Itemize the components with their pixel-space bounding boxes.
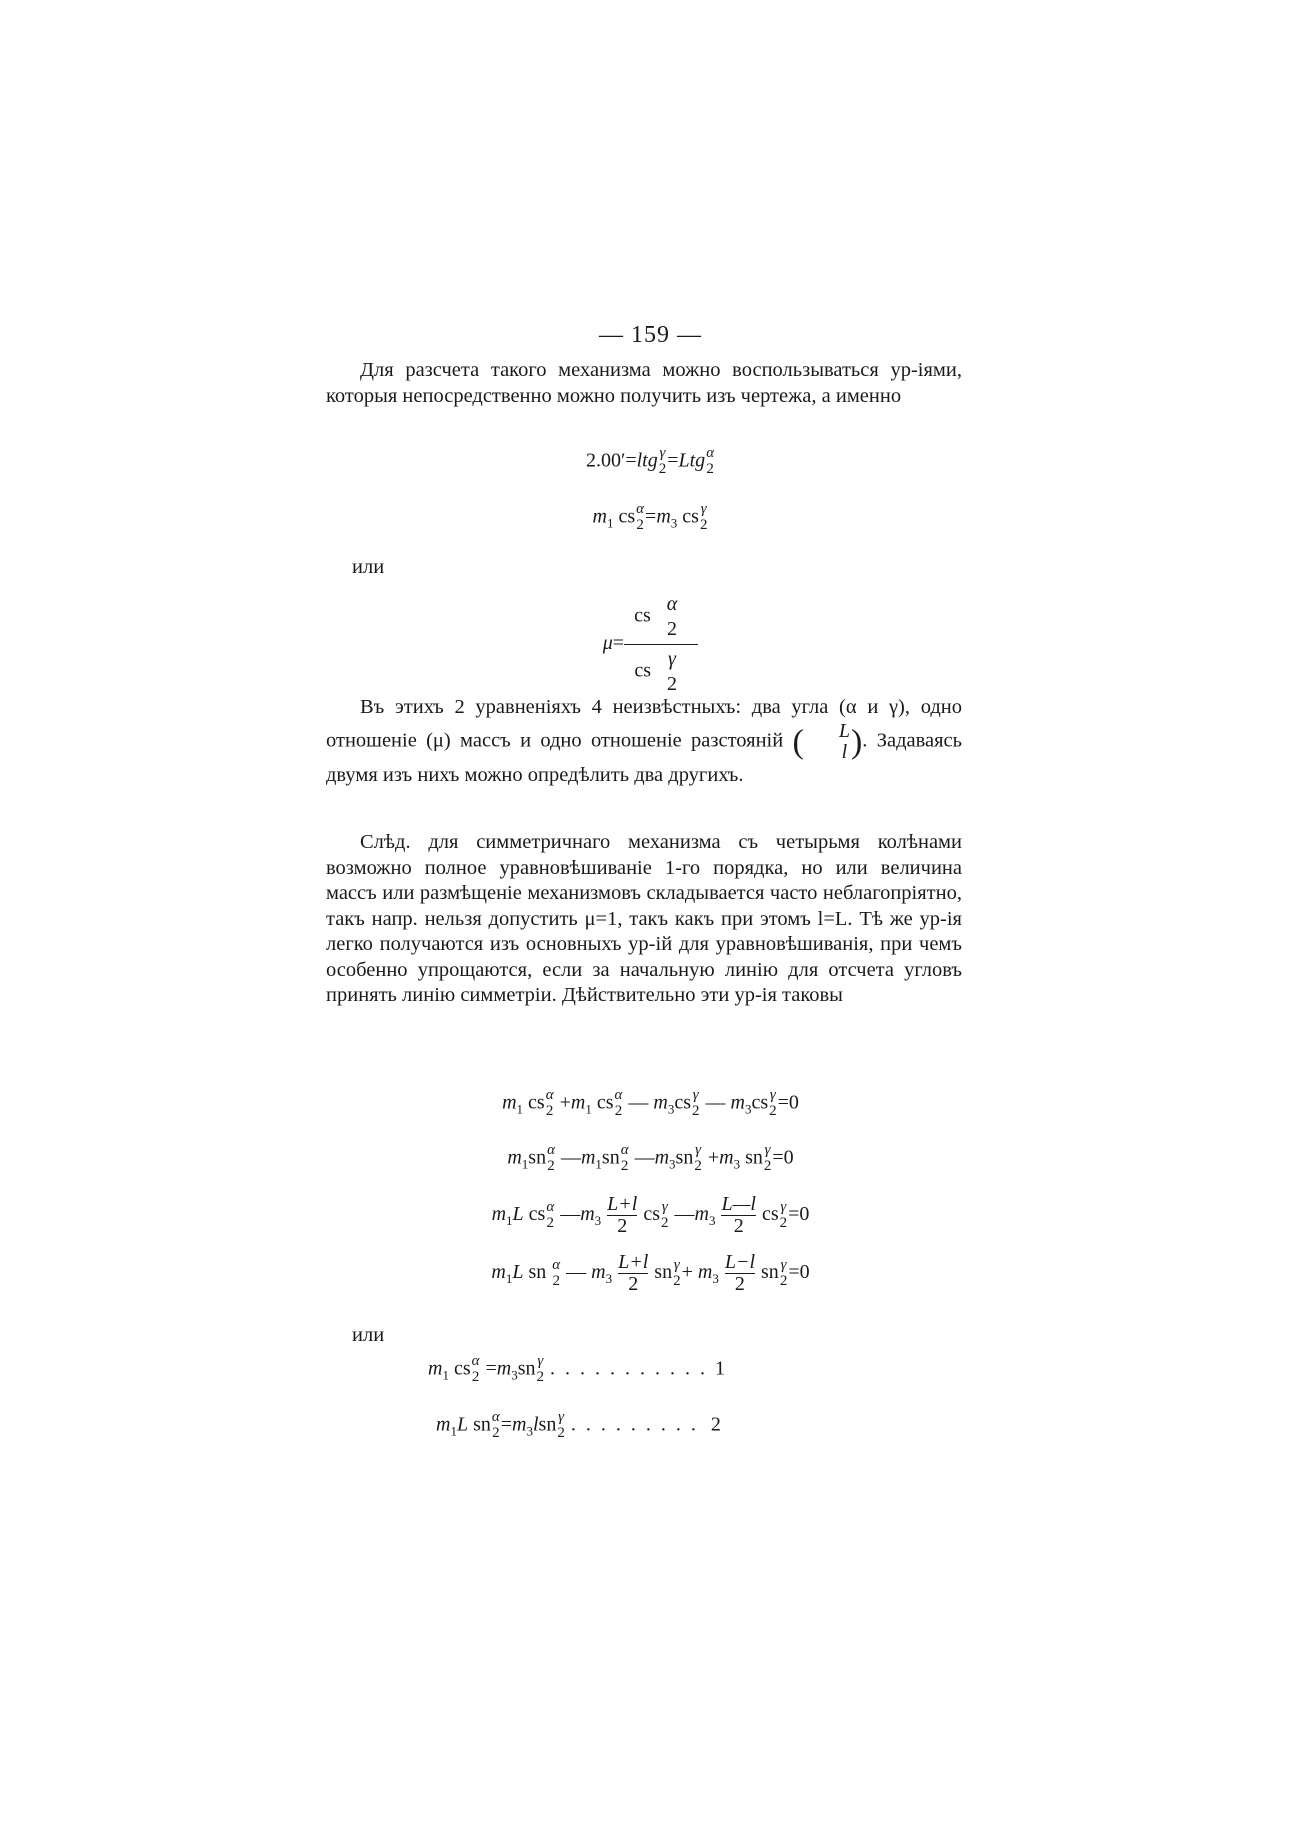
word-ili-2: или	[352, 1324, 385, 1346]
eq2-two: 2	[636, 516, 644, 533]
eq2-cs-b: cs	[682, 505, 699, 528]
eq1-ltg: ltg	[636, 449, 658, 472]
eq2-m-b: m	[656, 505, 671, 528]
discussion-p1-a: Въ этихъ 2 уравненіяхъ 4 неизвѣстныхъ: два угла (α и γ), одно отношеніе (μ) массъ и одно отношеніе разстояній	[326, 696, 962, 752]
mu-num-cs: cs	[634, 604, 651, 627]
discussion-paragraph-2	[326, 830, 962, 1009]
final-eq-2-l: l	[532, 1413, 539, 1436]
mu-symbol: μ	[602, 632, 613, 655]
mu-equals: =	[612, 632, 625, 655]
eq2-sub3: 3	[670, 515, 678, 531]
mu-den-two: 2	[667, 673, 677, 695]
mu-den-cs: cs	[634, 659, 651, 682]
eq1-Ltg: Ltg	[678, 449, 706, 472]
final-eq-1: $m_1$ cs α 2 $=m_3sn$ γ 2 ...........1	[428, 1353, 726, 1385]
eq1-gamma: γ	[659, 445, 666, 461]
discussion-p2: Слѣд. для симметричнаго механизма съ четырьмя колѣнами возможно полное уравновѣшиваніе 1-го порядка, но или величина массъ или размѣщеніе механизмовъ складывается часто неблагопріятно, такъ напр. нельзя допустить μ=1, такъ какъ при этомъ l=L. Тѣ же ур-ія легко получаются изъ основныхъ ур-ій для уравновѣшиванія, при чемъ особенно упрощаются, если за начальную линію для отсчета угловъ принять линію симметріи. Дѣйствительно эти ур-ія таковы	[326, 831, 962, 1006]
eq1-two: 2	[658, 460, 667, 477]
eq2-cs: cs	[618, 505, 636, 528]
eq1-lhs: 2.00′	[585, 449, 626, 472]
mu-num-alpha: α	[666, 593, 678, 615]
system-eq-3-Lpl: L+l	[607, 1193, 638, 1215]
system-eq-3-Lml: L—l	[721, 1193, 756, 1215]
discussion-p1: Въ этихъ 2 уравненіяхъ 4 неизвѣстныхъ: два угла (α и γ), одно отношеніе (μ) массъ и одно отношеніе разстояній ( L l ). Задаваясь двумя изъ нихъ можно опредѣлить два другихъ.	[326, 696, 962, 786]
system-eq-2: $m_1sn$ α 2 $—m_1sn$ α 2 $—m_3sn$ γ 2 $+m_3$ sn γ 2 =0	[507, 1142, 794, 1174]
system-eq-2-sn: sn	[528, 1146, 547, 1169]
mu-den-gamma: γ	[668, 648, 676, 670]
intro-text: Для разсчета такого механизма можно воспользываться ур-іями, которыя непосредственно можно получить изъ чертежа, а именно	[326, 359, 962, 407]
intro-paragraph	[326, 358, 962, 409]
mu-num-two: 2	[667, 618, 677, 640]
system-eq-1-zero: 0	[788, 1091, 799, 1114]
ratio-L: L	[838, 719, 850, 742]
eq2-gamma: γ	[700, 501, 707, 517]
mu-fraction	[624, 590, 698, 699]
equation-2: $m_1$ cs α 2 $=m_3$ cs γ 2	[592, 501, 708, 533]
eq2-two-b: 2	[699, 516, 708, 533]
final-eq-1-dots: ...........	[550, 1357, 716, 1380]
discussion-p1-b: . Задаваясь двумя изъ нихъ можно опредѣлить два другихъ.	[326, 729, 962, 786]
equation-1: 2.00′=ltg γ 2 =Ltg α 2	[585, 445, 715, 477]
eq1-alpha: α	[706, 445, 715, 461]
system-eq-4-Lml: L−l	[724, 1251, 756, 1273]
eq2-sub1: 1	[607, 515, 614, 531]
word-ili-1: или	[352, 556, 385, 578]
equation-mu	[0, 590, 1301, 699]
eq2-m: m	[592, 505, 607, 528]
system-eq-1: $m_1$ cs α 2 $+m_1$ cs α 2 — $m_3cs$ γ 2 — $m_3cs$ γ 2 =0	[502, 1087, 799, 1119]
eq2-alpha: α	[636, 501, 645, 517]
final-eq-2-number: 2	[710, 1413, 721, 1436]
final-eq-2: $m_1L$ sn α 2 $=m_3lsn$ γ 2 ......... 2	[436, 1409, 721, 1441]
discussion-paragraph-1	[326, 695, 962, 788]
final-eq-1-number: 1	[715, 1357, 726, 1380]
eq1-two-b: 2	[706, 460, 714, 477]
page-number: — 159 —	[599, 322, 702, 348]
ratio-l: l	[841, 740, 848, 763]
system-eq-4: $m_1L$ sn α 2 — $m_3$ $\frac{L+l}{2}$ sn γ 2 + $m_3$ $\frac{L-l}{2}$ sn γ 2 =0	[491, 1251, 810, 1295]
system-eq-3: $m_1L$ cs α 2 $—m_3$ $\frac{L+l}{2}$ cs γ 2 $—m_3$ $\frac{L—l}{2}$ cs γ 2 =0	[491, 1193, 810, 1237]
